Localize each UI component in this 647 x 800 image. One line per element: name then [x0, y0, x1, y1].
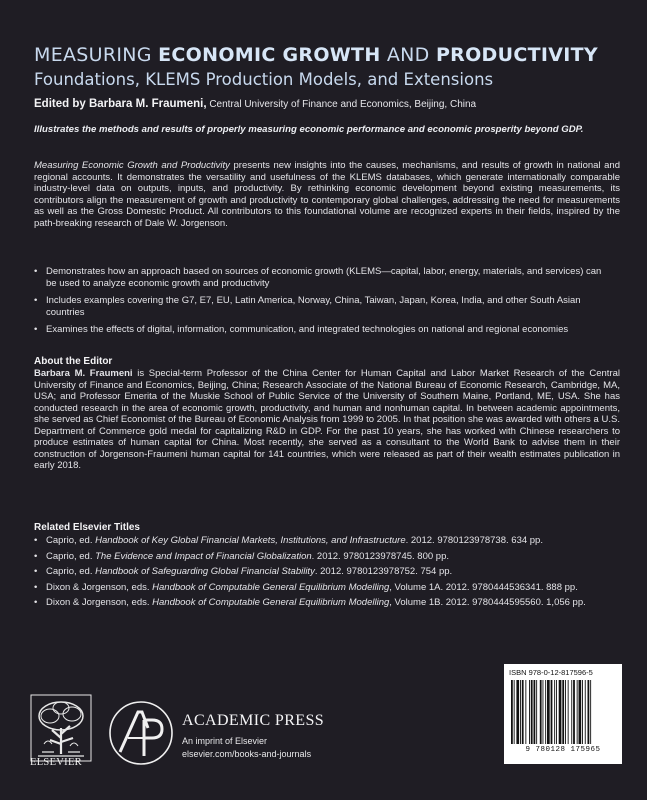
about-paragraph	[34, 368, 620, 472]
related-title: Handbook of Key Global Financial Markets, Institutions, and Infrastructure	[95, 535, 406, 546]
editor-line	[34, 98, 624, 110]
related-author: Caprio, ed.	[46, 566, 96, 577]
barcode-number: 9 780128 175965	[525, 746, 601, 754]
isbn-label: ISBN 978-0-12-817596-5	[509, 668, 593, 677]
related-author: Caprio, ed.	[46, 550, 96, 562]
title-part: MEASURING	[34, 44, 159, 66]
about-name: Barbara M. Fraumeni	[34, 368, 133, 379]
about-heading: About the Editor	[34, 356, 113, 367]
related-heading: Related Elsevier Titles	[34, 522, 140, 533]
elsevier-wordmark: ELSEVIER	[30, 757, 82, 768]
related-author: Dixon & Jorgenson, eds.	[46, 597, 153, 608]
academic-press-logo-icon	[108, 700, 174, 766]
title-part-bold: ECONOMIC GROWTH	[158, 44, 381, 66]
related-title: Handbook of Computable General Equilibrium Modelling	[152, 581, 390, 593]
about-text: is Special-term Professor of the China Center for Human Capital and Labor Market Research of the Central University of Finance and Economics, Beijing, China; Research Associate of the National Bureau of Economic Research, Cambridge, MA, USA; and Professor Emerita of the Muskie School of Public Service of the University of Southern Maine, Portland, ME, USA. She has conducted research in the area of economic growth, productivity, and human and nonhuman capital. In between academic appointments, she served as Chief Economist of the Bureau of Economic Analysis from 1999 to 2005. In that position she was awarded with others a U.S. Department of Commerce gold medal for capitalizing R&D in GDP. For the past 10 years, she has worked with Chinese researchers to produce estimates of human capital for China. Most recently, she served as a consultant to the World Bank to advise them in their construction of Jorgenson-Fraumeni human capital for 141 countries, which were released as part of their wealth estimates publication in early 2018.	[34, 368, 620, 471]
list-item: • Examines the effects of digital, information, communication, and integrated technologies on national and regional economies	[34, 324, 614, 336]
list-item	[34, 582, 594, 594]
related-list	[34, 535, 594, 613]
tagline: Illustrates the methods and results of properly measuring economic performance and economic prosperity beyond GDP.	[34, 124, 584, 135]
editor-affiliation: Central University of Finance and Economics, Beijing, China	[206, 99, 477, 110]
list-item	[34, 551, 594, 563]
related-details: . 2012. 9780123978738. 634 pp.	[405, 535, 543, 546]
list-item	[34, 535, 594, 547]
publisher-block	[182, 712, 324, 759]
intro-book-title: Measuring Economic Growth and Productivity	[34, 160, 230, 171]
related-author: Caprio, ed.	[46, 535, 96, 546]
related-title: The Evidence and Impact of Financial Globalization	[95, 550, 312, 562]
related-details: . 2012. 9780123978745. 800 pp.	[311, 550, 449, 562]
intro-text: presents new insights into the causes, mechanisms, and results of growth in national and regional accounts. It demonstrates the versatility and usefulness of the KLEMS databases, which generate internationally comparable industry-level data on outputs, inputs, and productivity. By rethinking economic development beyond existing measurements, its contributors align the measurement of growth and productivity to contemporary global challenges, addressing the need for measurements as well as the Gross Domestic Product. All contributors to this foundational volume are recognized experts in their fields, inspired by the path-breaking research of Dale W. Jorgenson.	[34, 160, 620, 229]
intro-paragraph	[34, 160, 620, 229]
barcode-box	[504, 664, 622, 764]
related-title: Handbook of Computable General Equilibrium Modelling	[152, 597, 390, 608]
publisher-name: ACADEMIC PRESS	[182, 712, 325, 729]
list-item: • Includes examples covering the G7, E7, EU, Latin America, Norway, China, Taiwan, Japan, Korea, India, and other South Asian countries	[34, 295, 614, 318]
publisher-imprint: An imprint of Elsevier	[182, 736, 268, 746]
editor-name: Edited by Barbara M. Fraumeni,	[34, 98, 207, 110]
book-title	[34, 44, 624, 66]
title-part: AND	[380, 44, 436, 66]
list-item: • Demonstrates how an approach based on sources of economic growth (KLEMS—capital, labor, energy, materials, and services) can be used to analyze economic growth and productivity	[34, 266, 614, 289]
book-subtitle: Foundations, KLEMS Production Models, and Extensions	[34, 70, 494, 89]
publisher-url[interactable]: elsevier.com/books-and-journals	[182, 749, 312, 759]
title-part-bold: PRODUCTIVITY	[435, 44, 598, 66]
related-author: Dixon & Jorgenson, eds.	[46, 581, 153, 593]
feature-list	[34, 266, 614, 342]
list-item	[34, 566, 594, 578]
barcode-icon	[509, 680, 617, 746]
list-item	[34, 597, 594, 609]
related-details: . 2012. 9780123978752. 754 pp.	[314, 566, 453, 577]
title-block	[34, 44, 624, 92]
related-title: Handbook of Safeguarding Global Financial Stability	[95, 566, 315, 577]
related-details: , Volume 1A. 2012. 9780444536341. 888 pp.	[389, 581, 578, 593]
related-details: , Volume 1B. 2012. 9780444595560. 1,056 pp.	[389, 597, 586, 608]
